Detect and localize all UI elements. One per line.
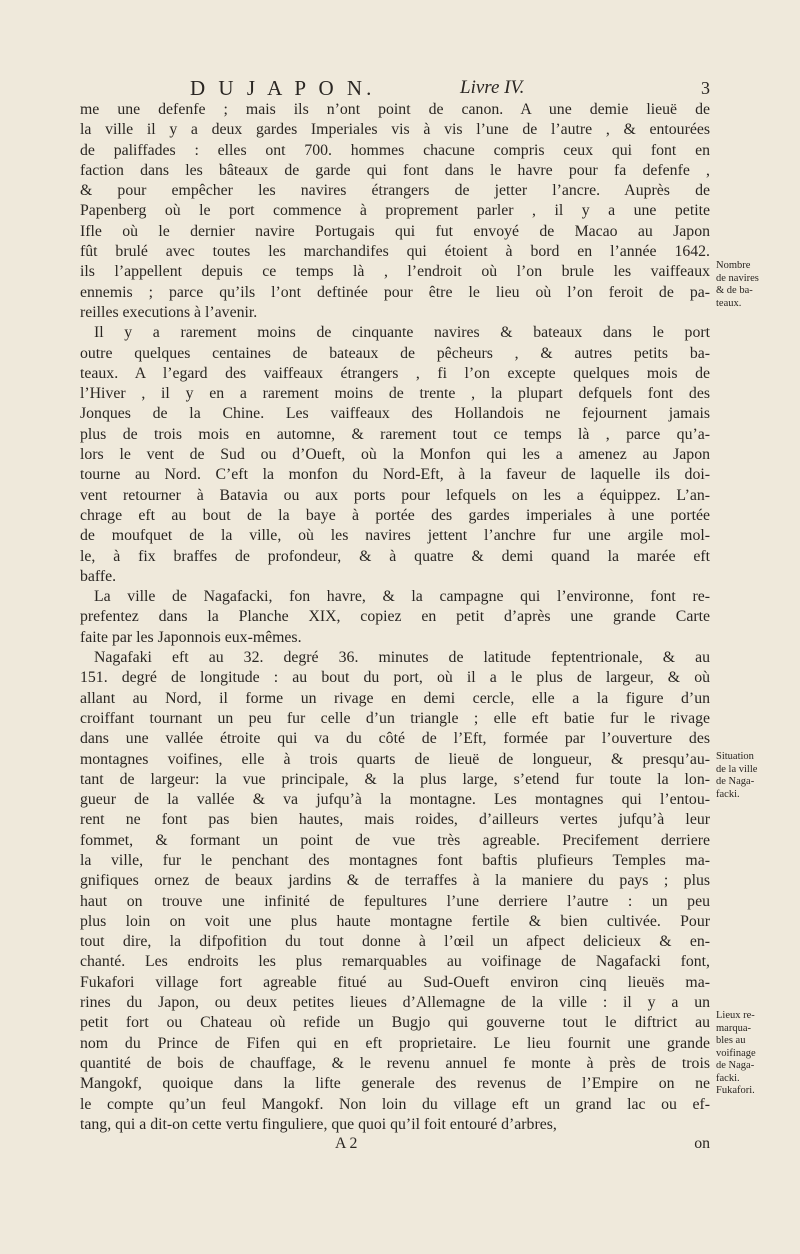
margin-note-line: de navires (716, 272, 759, 284)
text-line: nom du Prince de Fifen qui en eft proprietaire. Le lieu fournit une grande (80, 1034, 710, 1052)
page-number: 3 (701, 78, 710, 98)
text-line: rent ne font pas bien hautes, mais roides, d’ailleurs vertes jufqu’à leur (80, 811, 710, 829)
signature-mark: A 2 (335, 1135, 358, 1152)
text-line: tourne au Nord. C’eft la monfon du Nord-Eft, à la faveur de laquelle ils doi- (80, 466, 710, 484)
text-line: plus loin on voit une plus haute montagne fertile & bien cultivée. Pour (80, 912, 710, 930)
text-line: chanté. Les endroits les plus remarquables au voifinage de Nagafacki font, (80, 953, 710, 971)
text-line: la ville il y a deux gardes Imperiales vis à vis l’une de l’autre , & entourées (80, 121, 710, 139)
text-line: petit fort ou Chateau où refide un Bugjo qui gouverne tout le diftrict au (80, 1014, 710, 1032)
text-line: de paliffades : elles ont 700. hommes chacune compris ceux qui font en (80, 141, 710, 159)
text-line: plus de trois mois en automne, & rarement tout ce temps là , parce qu’a- (80, 425, 710, 443)
text-line: ennemis ; parce qu’ils l’ont deftinée pour être le lieu où l’on feroit de pa- (80, 283, 710, 301)
margin-note-line: teaux. (716, 297, 742, 309)
text-line: La ville de Nagafacki, fon havre, & la campagne qui l’environne, font re- (94, 588, 710, 606)
text-line: tang, qui a dit-on cette vertu finguliere, que quoi qu’il foit entouré d’arbres, (80, 1115, 557, 1133)
text-line: ils l’appellent depuis ce temps là , l’endroit où l’on brule les vaiffeaux (80, 263, 710, 281)
text-line: prefentez dans la Planche XIX, copiez en petit d’après une grande Carte (80, 608, 710, 626)
catchword: on (694, 1135, 710, 1152)
page-footer (80, 1135, 710, 1157)
text-line: allant au Nord, il forme un rivage en demi cercle, elle a la figure d’un (80, 689, 710, 707)
text-line: chrage eft au bout de la baye à portée des gardes imperiales à une portée (80, 506, 710, 524)
margin-note-line: de Naga- (716, 1060, 755, 1071)
text-line: Fukafori village fort agreable fitué au Sud-Oueft environ cinq lieuës ma- (80, 973, 710, 991)
text-line: lors le vent de Sud ou d’Oueft, où la Monfon qui les a amenez au Japon (80, 446, 710, 464)
margin-note (716, 751, 796, 801)
text-line: le compte qu’un feul Mangokf. Non loin du village eft un grand lac ou ef- (80, 1095, 710, 1113)
text-line: de moufquet de la ville, où les navires jettent l’anchre fur une argile mol- (80, 527, 710, 545)
margin-note-line: facki. (716, 788, 740, 800)
text-line: fût brulé avec toutes les marchandifes qui étoient à bord en l’année 1642. (80, 243, 710, 261)
text-line: Papenberg où le port commence à proprement parler , il y a une petite (80, 202, 710, 220)
text-line: reilles executions à l’avenir. (80, 303, 258, 321)
paragraph (80, 648, 710, 1135)
margin-note-line: Fukafori. (716, 1085, 755, 1096)
text-line: baffe. (80, 567, 117, 585)
text-line: & pour empêcher les navires étrangers de jetter l’ancre. Auprès de (80, 182, 710, 200)
text-line: croiffant tournant un peu fur celle d’un triangle ; elle eft batie fur le rivage (80, 709, 710, 727)
text-line: vent retourner à Batavia ou aux ports pour lefquels on les a équippez. L’an- (80, 486, 710, 504)
margin-note-line: de Naga- (716, 776, 755, 787)
text-line: Jonques de la Chine. Les vaiffeaux des Hollandois ne fejournent jamais (80, 405, 710, 423)
text-line: tant de largeur: la vue principale, & la plus large, s’etend fur toute la lon- (80, 770, 710, 788)
margin-note-line: voifinage (716, 1047, 756, 1059)
paragraph (80, 323, 710, 587)
margin-note (716, 1010, 796, 1098)
text-line: fommet, & formant un point de vue très agreable. Precifement derriere (80, 831, 710, 849)
paragraph (80, 100, 710, 323)
text-line: 151. degré de longitude : au bout du port, où il a le plus de largeur, & où (80, 669, 710, 687)
text-line: faction dans les bâteaux de garde qui font dans le havre pour fa defenfe , (80, 161, 710, 179)
text-line: Nagafaki eft au 32. degré 36. minutes de latitude feptentrionale, & au (94, 649, 710, 667)
margin-note-line: Situation (716, 751, 754, 762)
margin-note-line: facki. (716, 1072, 740, 1084)
text-line: haut on trouve une infinité de fepultures l’une derriere l’autre : un peu (80, 892, 710, 910)
text-line: Il y a rarement moins de cinquante navires & bateaux dans le port (94, 324, 710, 342)
text-line: tout dire, la difpofition du tout donne à l’œil un afpect delicieux & en- (80, 933, 710, 951)
margin-note-line: marqua- (716, 1022, 751, 1034)
margin-note-line: & de ba- (716, 285, 753, 296)
margin-note-line: Lieux re- (716, 1010, 755, 1021)
text-line: l’Hiver , il y en a rarement moins de trente , la plupart defquels font des (80, 385, 710, 403)
text-line: dans une vallée étroite qui va du côté de l’Eft, formée par l’ouverture des (80, 730, 710, 748)
text-line: faite par les Japonnois eux-mêmes. (80, 628, 302, 646)
header-book-label: Livre IV. (460, 77, 525, 98)
paragraph (80, 587, 710, 648)
text-line: montagnes voifines, elle à trois quarts de lieuë de longueur, & presqu’au- (80, 750, 710, 768)
text-line: outre quelques centaines de bateaux de pêcheurs , & autres petits ba- (80, 344, 710, 362)
header-title: D U J A P O N. (190, 76, 376, 100)
margin-notes (716, 0, 800, 1254)
margin-note-line: Nombre (716, 260, 751, 271)
text-line: le, à fix braffes de profondeur, & à quatre & demi quand la marée eft (80, 547, 710, 565)
text-line: Ifle où le dernier navire Portugais qui fut envoyé de Macao au Japon (80, 222, 710, 240)
margin-note-line: de la ville (716, 763, 758, 775)
text-line: quantité de bois de chauffage, & le revenu annuel fe monte à près de trois (80, 1054, 710, 1072)
text-line: teaux. A l’egard des vaiffeaux étrangers , fi l’on excepte quelques mois de (80, 364, 710, 382)
text-line: Mangokf, quoique dans la lifte generale des revenus de l’Empire on ne (80, 1075, 710, 1093)
text-line: gueur de la vallée & va jufqu’à la montagne. Les montagnes qui l’entou- (80, 791, 710, 809)
text-line: la ville, fur le penchant des montagnes font baftis plufieurs Temples ma- (80, 851, 710, 869)
text-line: me une defenfe ; mais ils n’ont point de canon. A une demie lieuë de (80, 101, 710, 118)
text-line: rines du Japon, ou deux petites lieues d’Allemagne de la ville : il y a un (80, 994, 710, 1012)
margin-note-line: bles au (716, 1035, 746, 1046)
text-line: gnifiques ornez de beaux jardins & de terraffes à la maniere du pays ; plus (80, 872, 710, 890)
body-text (80, 100, 710, 1135)
margin-note (716, 260, 796, 310)
running-header (190, 76, 710, 102)
